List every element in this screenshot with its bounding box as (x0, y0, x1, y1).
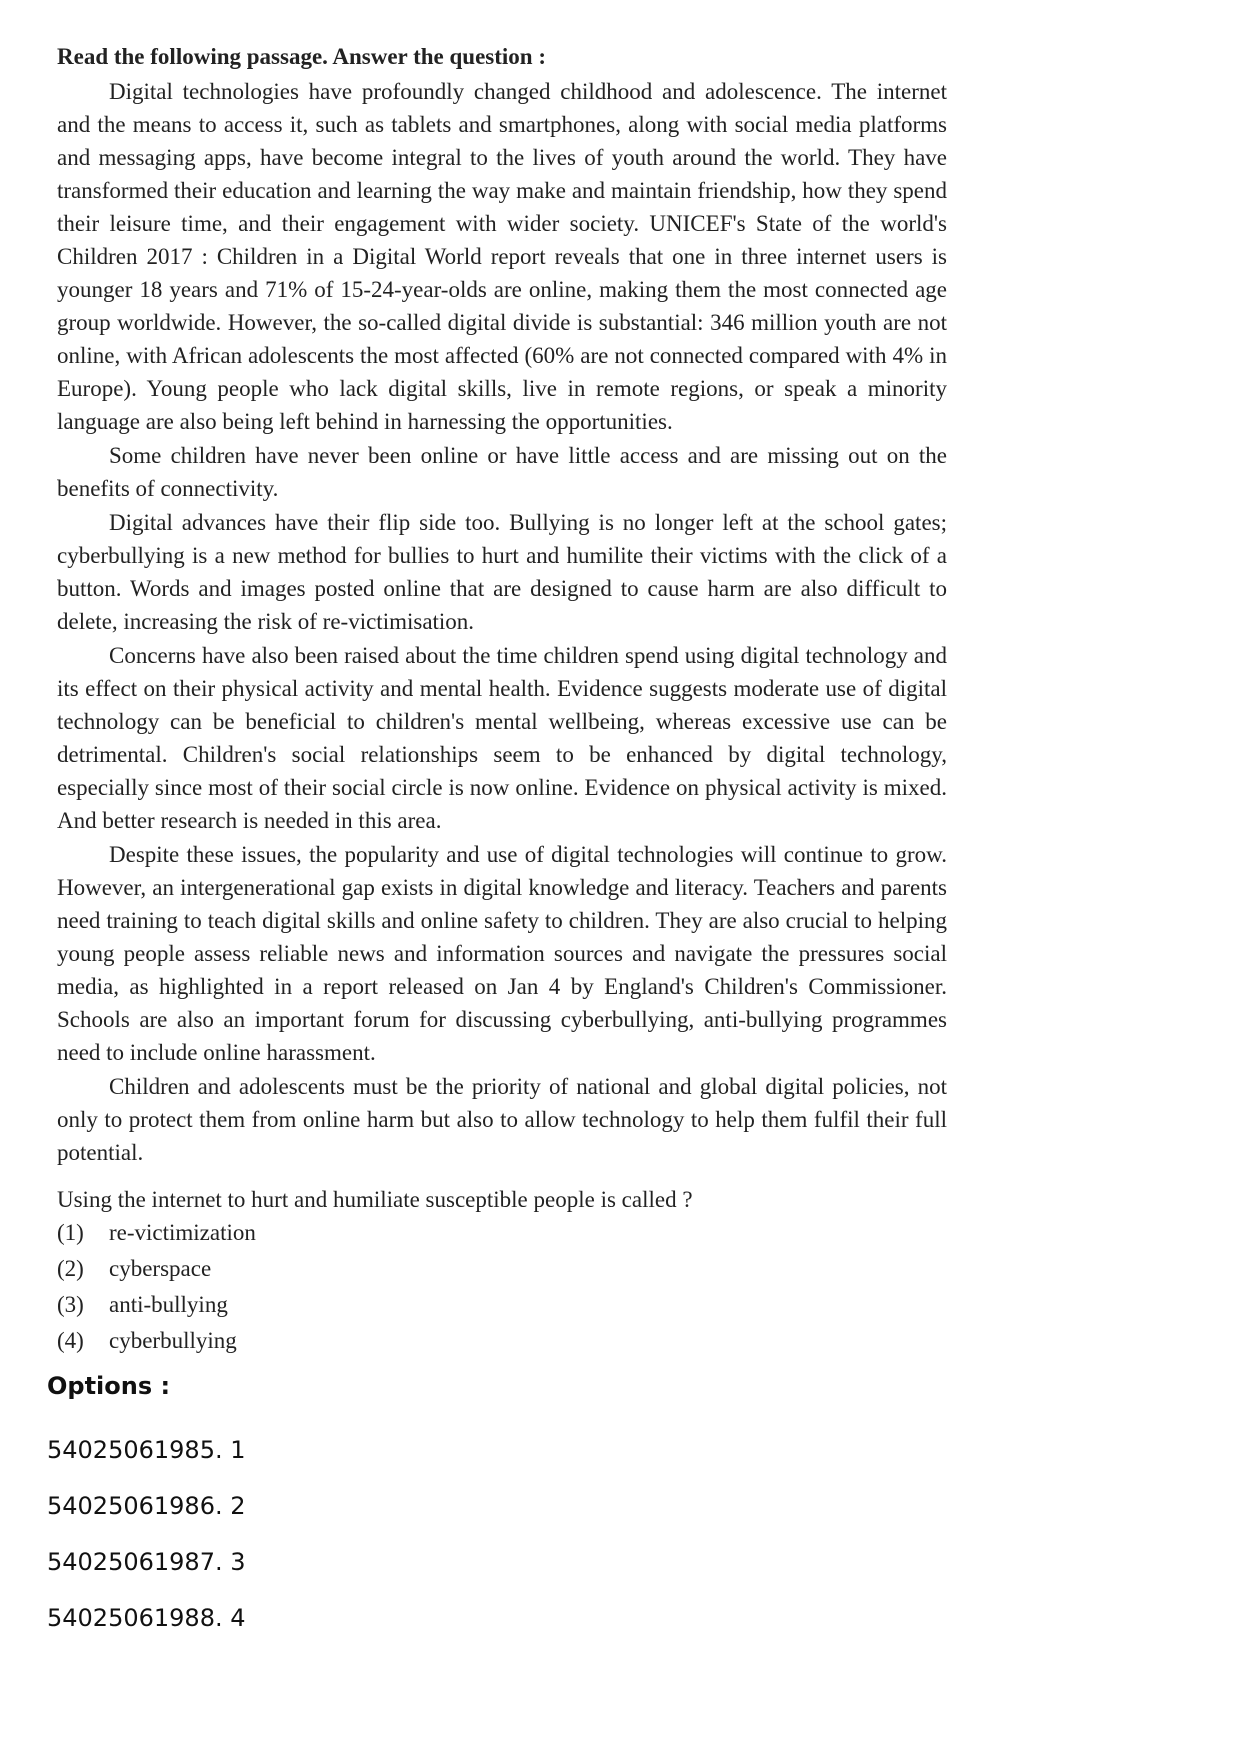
choice-text: anti-bullying (109, 1292, 228, 1317)
passage-paragraph-3: Digital advances have their flip side too. Bullying is no longer left at the school gates; cyberbullying is a new method for bullies to hurt and humilite their victims with the click of a button. Words and images posted online that are designed to cause harm are also difficult to delete, increasing the risk of re-victimisation. (57, 510, 947, 634)
options-heading: Options : (47, 1372, 171, 1400)
answer-choice-4 (57, 1324, 947, 1360)
scanned-question-image (57, 40, 947, 1360)
choice-number: (1) (57, 1220, 84, 1245)
choice-text: cyberspace (109, 1256, 212, 1281)
choice-text: re-victimization (109, 1220, 256, 1245)
question-text: Using the internet to hurt and humiliate susceptible people is called ? (57, 1187, 693, 1212)
passage-paragraph-5: Despite these issues, the popularity and use of digital technologies will continue to grow. However, an intergenerational gap exists in digital knowledge and literacy. Teachers and parents need training to teach digital skills and online safety to children. They are also crucial to helping young people assess reliable news and information sources and navigate the pressures social media, as highlighted in a report released on Jan 4 by England's Children's Commissioner. Schools are also an important forum for discussing cyberbullying, anti-bullying programmes need to include online harassment. (57, 842, 947, 1065)
passage-heading: Read the following passage. Answer the question : (57, 44, 546, 69)
passage-paragraph-2: Some children have never been online or have little access and are missing out on the benefits of connectivity. (57, 443, 947, 501)
passage-paragraph-1: Digital technologies have profoundly changed childhood and adolescence. The internet and the means to access it, such as tablets and smartphones, along with social media platforms and messaging apps, have become integral to the lives of youth around the world. They have transformed their education and learning the way make and maintain friendship, how they spend their leisure time, and their engagement with wider society. UNICEF's State of the world's Children 2017 : Children in a Digital World report reveals that one in three internet users is younger 18 years and 71% of 15-24-year-olds are online, making them the most connected age group worldwide. However, the so-called digital divide is substantial: 346 million youth are not online, with African adolescents the most affected (60% are not connected compared with 4% in Europe). Young people who lack digital skills, live in remote regions, or speak a minority language are also being left behind in harnessing the opportunities. (57, 79, 947, 434)
options-section (47, 1372, 246, 1660)
choice-number: (4) (57, 1328, 84, 1353)
answer-choice-2 (57, 1252, 947, 1288)
answer-choice-3 (57, 1288, 947, 1324)
choice-number: (2) (57, 1256, 84, 1281)
option-item-3[interactable]: 54025061987. 3 (47, 1548, 246, 1576)
answer-choice-list (57, 1216, 947, 1360)
choice-number: (3) (57, 1292, 84, 1317)
option-item-4[interactable]: 54025061988. 4 (47, 1604, 246, 1632)
option-item-2[interactable]: 54025061986. 2 (47, 1492, 246, 1520)
passage-paragraph-4: Concerns have also been raised about the time children spend using digital technology and its effect on their physical activity and mental health. Evidence suggests moderate use of digital technology can be beneficial to children's mental wellbeing, whereas excessive use can be detrimental. Children's social relationships seem to be enhanced by digital technology, especially since most of their social circle is now online. Evidence on physical activity is mixed. And better research is needed in this area. (57, 643, 947, 833)
choice-text: cyberbullying (109, 1328, 237, 1353)
answer-choice-1 (57, 1216, 947, 1252)
passage-paragraph-6: Children and adolescents must be the priority of national and global digital policies, not only to protect them from online harm but also to allow technology to help them fulfil their full potential. (57, 1074, 947, 1165)
option-item-1[interactable]: 54025061985. 1 (47, 1436, 246, 1464)
